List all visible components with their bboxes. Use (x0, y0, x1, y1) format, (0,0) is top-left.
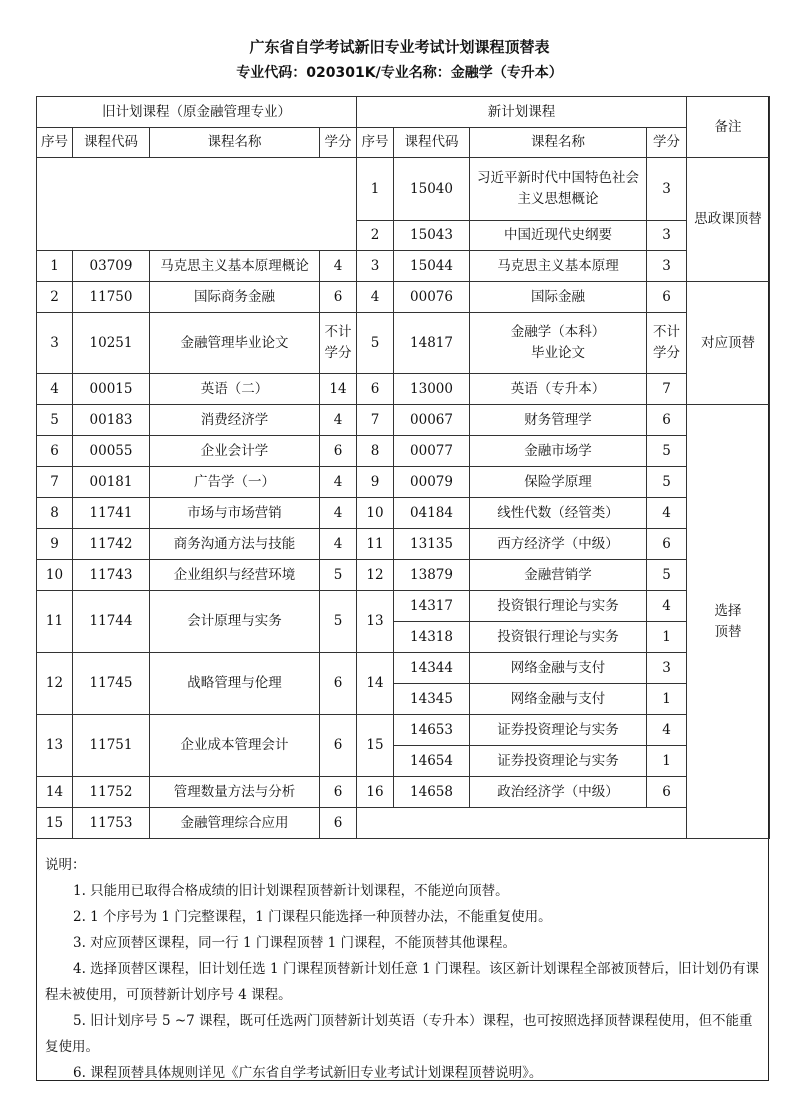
old-code: 10251 (73, 313, 150, 374)
new-seq: 8 (357, 436, 394, 467)
table-row (37, 158, 770, 221)
remark-selective: 选择顶替 (687, 405, 770, 839)
new-code: 13135 (394, 529, 470, 560)
old-code: 11750 (73, 282, 150, 313)
old-name: 战略管理与伦理 (150, 653, 320, 715)
old-code: 03709 (73, 251, 150, 282)
new-name: 证券投资理论与实务 (470, 715, 647, 746)
table-row (37, 251, 770, 282)
new-name: 金融营销学 (470, 560, 647, 591)
note-item: 3. 对应顶替区课程，同一行 1 门课程顶替 1 门课程，不能顶替其他课程。 (73, 935, 517, 951)
old-seq: 7 (37, 467, 73, 498)
old-code: 00183 (73, 405, 150, 436)
old-credit: 不计学分 (320, 313, 357, 374)
new-code: 15044 (394, 251, 470, 282)
new-code-header: 课程代码 (394, 128, 470, 158)
old-code: 00181 (73, 467, 150, 498)
note-item: 2. 1 个序号为 1 门完整课程，1 门课程只能选择一种顶替办法，不能重复使用。 (73, 909, 552, 925)
new-name: 证券投资理论与实务 (470, 746, 647, 777)
new-credit: 6 (647, 777, 687, 808)
new-credit: 6 (647, 529, 687, 560)
old-name: 国际商务金融 (150, 282, 320, 313)
old-name: 企业组织与经营环境 (150, 560, 320, 591)
new-code: 13000 (394, 374, 470, 405)
new-code: 14318 (394, 622, 470, 653)
new-code: 14817 (394, 313, 470, 374)
new-credit: 3 (647, 653, 687, 684)
new-seq: 6 (357, 374, 394, 405)
new-name: 金融学（本科）毕业论文 (470, 313, 647, 374)
new-seq: 7 (357, 405, 394, 436)
new-code: 14653 (394, 715, 470, 746)
old-credit: 4 (320, 467, 357, 498)
old-seq: 6 (37, 436, 73, 467)
new-seq: 15 (357, 715, 394, 777)
new-credit: 7 (647, 374, 687, 405)
new-seq: 12 (357, 560, 394, 591)
table-row (37, 313, 770, 374)
old-seq: 8 (37, 498, 73, 529)
table-row (37, 436, 770, 467)
new-code: 00067 (394, 405, 470, 436)
remark-ideology: 思政课顶替 (687, 158, 770, 282)
table-row (37, 467, 770, 498)
new-seq: 10 (357, 498, 394, 529)
old-name-header: 课程名称 (150, 128, 320, 158)
old-code: 11743 (73, 560, 150, 591)
new-name: 政治经济学（中级） (470, 777, 647, 808)
old-code-header: 课程代码 (73, 128, 150, 158)
old-seq: 1 (37, 251, 73, 282)
old-name: 会计原理与实务 (150, 591, 320, 653)
old-name: 马克思主义基本原理概论 (150, 251, 320, 282)
new-credit: 4 (647, 591, 687, 622)
new-seq: 3 (357, 251, 394, 282)
old-code: 11741 (73, 498, 150, 529)
note-item: 5. 旧计划序号 5 ~7 课程，既可任选两门顶替新计划英语（专升本）课程，也可按照选择顶替课程使用，但不能重复使用。 (45, 1013, 753, 1055)
old-name: 企业成本管理会计 (150, 715, 320, 777)
table-row (37, 777, 770, 808)
table-row (37, 405, 770, 436)
table-row (37, 591, 770, 622)
new-seq: 9 (357, 467, 394, 498)
old-name: 金融管理综合应用 (150, 808, 320, 839)
old-seq: 12 (37, 653, 73, 715)
old-seq: 4 (37, 374, 73, 405)
old-name: 消费经济学 (150, 405, 320, 436)
new-credit: 1 (647, 684, 687, 715)
old-name: 英语（二） (150, 374, 320, 405)
new-code: 04184 (394, 498, 470, 529)
remark-corresponding: 对应顶替 (687, 282, 770, 405)
new-credit: 不计学分 (647, 313, 687, 374)
old-code: 11751 (73, 715, 150, 777)
new-name: 保险学原理 (470, 467, 647, 498)
note-item: 6. 课程顶替具体规则详见《广东省自学考试新旧专业考试计划课程顶替说明》。 (73, 1065, 543, 1081)
page-title: 广东省自学考试新旧专业考试计划课程顶替表 (249, 38, 550, 56)
new-credit: 5 (647, 560, 687, 591)
new-name: 网络金融与支付 (470, 684, 647, 715)
old-credit: 14 (320, 374, 357, 405)
new-name: 网络金融与支付 (470, 653, 647, 684)
old-credit: 6 (320, 436, 357, 467)
old-credit: 4 (320, 529, 357, 560)
old-credit: 6 (320, 808, 357, 839)
old-credit: 6 (320, 282, 357, 313)
new-code: 14658 (394, 777, 470, 808)
new-seq: 5 (357, 313, 394, 374)
new-name: 国际金融 (470, 282, 647, 313)
new-name: 金融市场学 (470, 436, 647, 467)
old-code: 00055 (73, 436, 150, 467)
old-code: 11742 (73, 529, 150, 560)
new-name: 财务管理学 (470, 405, 647, 436)
table-row (37, 653, 770, 684)
new-code: 13879 (394, 560, 470, 591)
old-credit: 4 (320, 498, 357, 529)
old-seq: 15 (37, 808, 73, 839)
new-credit: 3 (647, 251, 687, 282)
new-credit: 4 (647, 715, 687, 746)
new-code: 00077 (394, 436, 470, 467)
old-credit: 6 (320, 777, 357, 808)
table-header-group-row (37, 97, 770, 128)
old-seq: 5 (37, 405, 73, 436)
old-seq: 11 (37, 591, 73, 653)
new-name: 习近平新时代中国特色社会主义思想概论 (470, 158, 647, 221)
new-code: 15040 (394, 158, 470, 221)
old-seq: 3 (37, 313, 73, 374)
old-name: 广告学（一） (150, 467, 320, 498)
new-code: 14317 (394, 591, 470, 622)
new-name: 英语（专升本） (470, 374, 647, 405)
new-credit: 6 (647, 282, 687, 313)
old-plan-header: 旧计划课程（原金融管理专业） (37, 97, 357, 128)
old-name: 商务沟通方法与技能 (150, 529, 320, 560)
new-credit: 1 (647, 746, 687, 777)
new-code: 14345 (394, 684, 470, 715)
old-code: 11752 (73, 777, 150, 808)
old-name: 金融管理毕业论文 (150, 313, 320, 374)
old-credit: 5 (320, 591, 357, 653)
new-code: 15043 (394, 221, 470, 251)
new-credit-header: 学分 (647, 128, 687, 158)
new-name: 投资银行理论与实务 (470, 591, 647, 622)
new-seq: 4 (357, 282, 394, 313)
note-item: 1. 只能用已取得合格成绩的旧计划课程顶替新计划课程，不能逆向顶替。 (73, 883, 509, 899)
new-name-header: 课程名称 (470, 128, 647, 158)
table-row (37, 282, 770, 313)
new-credit: 3 (647, 221, 687, 251)
new-credit: 4 (647, 498, 687, 529)
course-substitution-table (36, 96, 770, 839)
table-row (37, 529, 770, 560)
table-header-row (37, 128, 770, 158)
old-name: 企业会计学 (150, 436, 320, 467)
note-item: 4. 选择顶替区课程，旧计划任选 1 门课程顶替新计划任意 1 门课程。该区新计划课程全部被顶替后，旧计划仍有课程未被使用，可顶替新计划序号 4 课程。 (45, 961, 760, 1003)
table-row (37, 498, 770, 529)
new-seq: 11 (357, 529, 394, 560)
old-seq-header: 序号 (37, 128, 73, 158)
old-seq: 9 (37, 529, 73, 560)
new-name: 线性代数（经管类） (470, 498, 647, 529)
new-seq-header: 序号 (357, 128, 394, 158)
new-seq: 14 (357, 653, 394, 715)
remark-header: 备注 (687, 97, 770, 158)
table-row (37, 374, 770, 405)
old-credit: 6 (320, 653, 357, 715)
old-seq: 10 (37, 560, 73, 591)
new-empty-cell (357, 808, 687, 839)
old-empty-cell (37, 158, 357, 251)
new-code: 14344 (394, 653, 470, 684)
old-code: 11745 (73, 653, 150, 715)
old-credit-header: 学分 (320, 128, 357, 158)
old-code: 11744 (73, 591, 150, 653)
old-seq: 14 (37, 777, 73, 808)
new-seq: 13 (357, 591, 394, 653)
new-seq: 1 (357, 158, 394, 221)
new-code: 00076 (394, 282, 470, 313)
notes-heading: 说明： (45, 857, 86, 873)
new-credit: 3 (647, 158, 687, 221)
new-code: 14654 (394, 746, 470, 777)
old-seq: 2 (37, 282, 73, 313)
table-row (37, 560, 770, 591)
new-credit: 1 (647, 622, 687, 653)
old-seq: 13 (37, 715, 73, 777)
new-code: 00079 (394, 467, 470, 498)
table-row (37, 808, 770, 839)
new-name: 西方经济学（中级） (470, 529, 647, 560)
new-name: 马克思主义基本原理 (470, 251, 647, 282)
new-plan-header: 新计划课程 (357, 97, 687, 128)
old-credit: 5 (320, 560, 357, 591)
new-credit: 6 (647, 405, 687, 436)
new-name: 投资银行理论与实务 (470, 622, 647, 653)
old-credit: 6 (320, 715, 357, 777)
old-code: 00015 (73, 374, 150, 405)
new-credit: 5 (647, 436, 687, 467)
old-credit: 4 (320, 251, 357, 282)
new-seq: 2 (357, 221, 394, 251)
old-code: 11753 (73, 808, 150, 839)
notes-section (45, 852, 765, 1086)
old-credit: 4 (320, 405, 357, 436)
page-subtitle: 专业代码：020301K/专业名称：金融学（专升本） (236, 65, 563, 81)
old-name: 市场与市场营销 (150, 498, 320, 529)
old-name: 管理数量方法与分析 (150, 777, 320, 808)
table-row (37, 715, 770, 746)
new-credit: 5 (647, 467, 687, 498)
new-name: 中国近现代史纲要 (470, 221, 647, 251)
new-seq: 16 (357, 777, 394, 808)
